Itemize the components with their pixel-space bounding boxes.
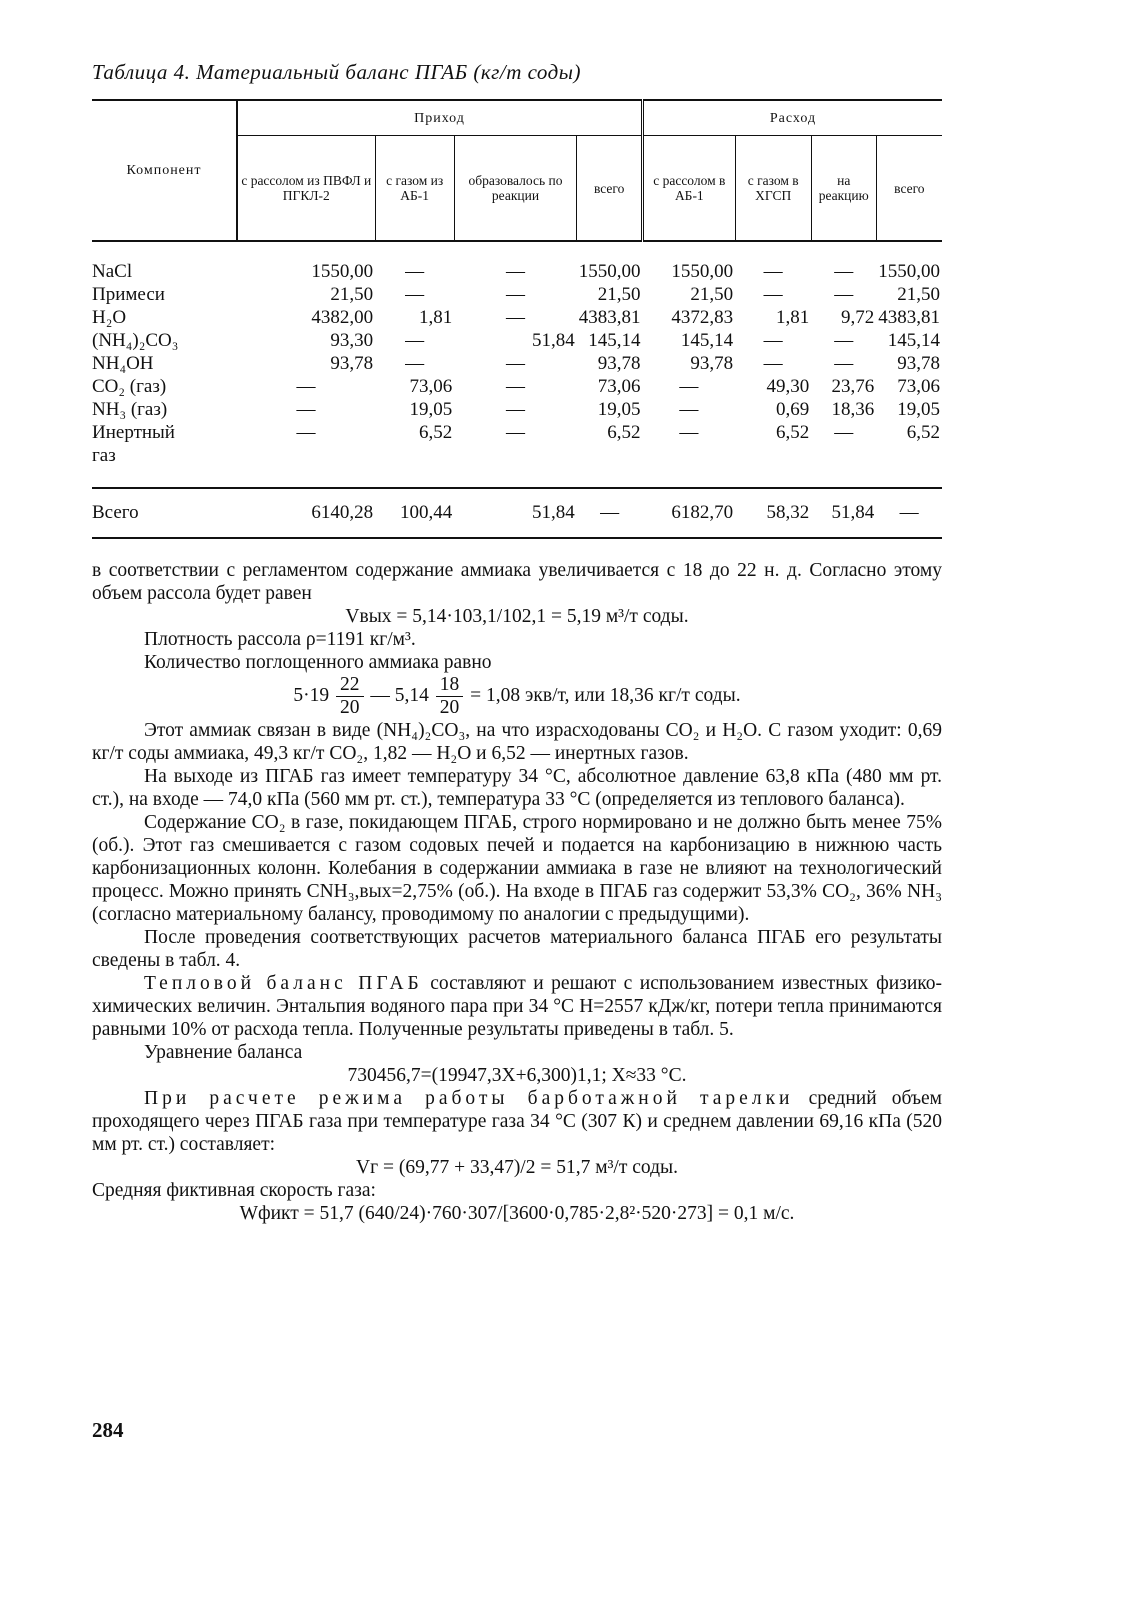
- table-cell: 145,14: [887, 330, 940, 351]
- row-label: Инертный: [92, 422, 175, 443]
- table-row: [92, 306, 942, 329]
- table-cell: 93,78: [897, 353, 940, 374]
- table-cell: [237, 444, 375, 467]
- table-cell: —: [405, 353, 425, 374]
- table-cell: 21,50: [690, 284, 734, 305]
- table-cell: [735, 444, 811, 467]
- table-cell: —: [505, 422, 525, 443]
- paragraph: После проведения соответствующих расчетов материального баланса ПГАБ его результаты сведены в табл. 4.: [92, 927, 942, 971]
- formula-ammonia: [92, 674, 942, 719]
- table-cell: 21,50: [330, 284, 374, 305]
- expense-group-header: Расход: [643, 100, 942, 136]
- paragraph: Уравнение баланса: [144, 1042, 303, 1063]
- table-cell: 0,69: [775, 399, 810, 420]
- page-content: [92, 60, 942, 1225]
- table-cell: —: [876, 488, 942, 538]
- formula-balance: 730456,7=(19947,3X+6,300)1,1; X≈33 °С.: [347, 1065, 687, 1086]
- table-cell: 145,14: [680, 330, 734, 351]
- numerator: 18: [436, 674, 464, 697]
- formula-wfict: Wфикт = 51,7 (640/24)·760·307/[3600·0,785·2,8²·520·273] = 0,1 м/с.: [239, 1203, 795, 1224]
- col-header: с рассолом в АБ-1: [643, 136, 736, 242]
- table-cell: [577, 444, 643, 467]
- table-cell: [454, 444, 577, 467]
- table-cell: 93,78: [330, 353, 374, 374]
- table-cell: —: [577, 488, 643, 538]
- table-cell: —: [763, 284, 783, 305]
- table-cell: —: [679, 422, 699, 443]
- income-group-header: Приход: [237, 100, 643, 136]
- table-row: [92, 329, 942, 352]
- table-cell: —: [834, 330, 854, 351]
- component-header: Компонент: [126, 163, 202, 178]
- table-cell: 73,06: [897, 376, 940, 397]
- table-cell: 6140,28: [237, 488, 375, 538]
- paragraph: [92, 972, 942, 1041]
- table-cell: —: [834, 353, 854, 374]
- table-cell: [375, 444, 454, 467]
- table-cell: —: [505, 399, 525, 420]
- row-label: газ: [92, 445, 116, 466]
- paragraph: Средняя фиктивная скорость газа:: [92, 1180, 376, 1201]
- table-cell: [811, 444, 876, 467]
- table-cell: —: [505, 284, 525, 305]
- table-cell: 6,52: [775, 422, 810, 443]
- fraction: [436, 674, 464, 719]
- table-cell: 4372,83: [671, 307, 734, 328]
- table-cell: —: [296, 376, 316, 397]
- table-cell: —: [834, 284, 854, 305]
- table-cell: —: [679, 376, 699, 397]
- table-cell: —: [296, 422, 316, 443]
- table-cell: 18,36: [831, 399, 875, 420]
- table-cell: —: [505, 376, 525, 397]
- table-cell: 51,84: [454, 488, 577, 538]
- table-cell: 4383,81: [878, 307, 940, 328]
- table-cell: —: [834, 422, 854, 443]
- table-cell: 93,30: [330, 330, 374, 351]
- table-cell: —: [505, 307, 525, 328]
- table-cell: —: [763, 353, 783, 374]
- formula-part: 5·19: [293, 684, 330, 706]
- formula-part: = 1,08 экв/т, или 18,36 кг/т соды.: [470, 684, 741, 706]
- table-cell: 1550,00: [578, 261, 641, 282]
- paragraph: Содержание CO₂ в газе, покидающем ПГАБ, строго нормировано и не должно быть менее 75% (об.). Этот газ смешивается с газом содовых печей и подается на карбонизацию в нижнюю часть карбонизационных колонн. Колебания в содержании аммиака в газе не влияют на технологический процесс. Можно принять CNH₃,вых=2,75% (об.). На входе в ПГАБ газ содержит 53,3% CO₂, 36% NH₃ (согласно материальному балансу, проводимому по аналогии с предыдущими).: [92, 812, 942, 925]
- paragraph: Количество поглощенного аммиака равно: [144, 652, 492, 673]
- row-label: CO₂ (газ): [92, 376, 167, 397]
- table-cell: 6182,70: [643, 488, 736, 538]
- page-number: 284: [92, 1418, 124, 1442]
- paragraph: в соответствии с регламентом содержание аммиака увеличивается с 18 до 22 н. д. Согласно этому объем рассола будет равен: [92, 560, 942, 604]
- table-cell: 58,32: [735, 488, 811, 538]
- table-cell: —: [834, 261, 854, 282]
- col-header: с рассолом из ПВФЛ и ПГКЛ-2: [237, 136, 375, 242]
- table-cell: 21,50: [597, 284, 641, 305]
- table-cell: 9,72: [840, 307, 875, 328]
- col-header: с газом в ХГСП: [735, 136, 811, 242]
- table-cell: 93,78: [597, 353, 641, 374]
- table-cell: —: [296, 399, 316, 420]
- table-cell: 21,50: [897, 284, 940, 305]
- formula-vout: Vвых = 5,14·103,1/102,1 = 5,19 м³/т соды.: [345, 606, 689, 627]
- row-label: NH₃ (газ): [92, 399, 168, 420]
- table-cell: 145,14: [588, 330, 641, 351]
- table-cell: 19,05: [597, 399, 641, 420]
- table-cell: 73,06: [409, 376, 453, 397]
- table-cell: —: [763, 330, 783, 351]
- numerator: 22: [336, 674, 364, 697]
- row-label: Всего: [92, 488, 237, 538]
- table-row: [92, 398, 942, 421]
- paragraph: [92, 1087, 942, 1156]
- table-cell: 1550,00: [311, 261, 374, 282]
- table-cell: 100,44: [375, 488, 454, 538]
- col-header: образовалось по реакции: [454, 136, 577, 242]
- col-header: на реакцию: [811, 136, 876, 242]
- table-cell: 1550,00: [671, 261, 734, 282]
- col-header: всего: [876, 136, 942, 242]
- table-cell: 4383,81: [578, 307, 641, 328]
- paragraph-rest: средний объем проходящего через ПГАБ газа при температуре газа 34 °С (307 К) и среднем давлении 69,16 кПа (520 мм рт. ст.) составляет:: [92, 1088, 943, 1155]
- table-cell: —: [405, 261, 425, 282]
- table-row: [92, 444, 942, 467]
- material-balance-table: [92, 99, 942, 539]
- paragraph: Плотность рассола ρ=1191 кг/м³.: [144, 629, 416, 650]
- table-row: [92, 260, 942, 283]
- body-text: [92, 559, 942, 1225]
- table-cell: 6,52: [418, 422, 453, 443]
- table-cell: 19,05: [897, 399, 940, 420]
- formula-part: — 5,14: [370, 684, 429, 706]
- denominator: 20: [439, 697, 460, 718]
- table-cell: 1550,00: [878, 261, 940, 282]
- row-label: H₂O: [92, 307, 127, 328]
- table-cell: 51,84: [532, 330, 575, 351]
- fraction: [336, 674, 364, 719]
- table-row: [92, 352, 942, 375]
- table-cell: —: [679, 399, 699, 420]
- col-header: с газом из АБ-1: [375, 136, 454, 242]
- table-cell: —: [405, 284, 425, 305]
- table-cell: 4382,00: [311, 307, 374, 328]
- paragraph: Этот аммиак связан в виде (NH₄)₂CO₃, на что израсходованы CO₂ и H₂O. С газом уходит: 0,69 кг/т соды аммиака, 49,3 кг/т CO₂, 1,82 — H₂O и 6,52 — инертных газов.: [92, 720, 942, 764]
- table-cell: —: [505, 261, 525, 282]
- table-cell: 93,78: [690, 353, 734, 374]
- table-cell: 6,52: [607, 422, 641, 443]
- table-cell: 51,84: [811, 488, 876, 538]
- row-label: (NH₄)₂CO₃: [92, 330, 179, 351]
- table-cell: 6,52: [906, 422, 940, 443]
- table-cell: 73,06: [597, 376, 641, 397]
- formula-vg: Vг = (69,77 + 33,47)/2 = 51,7 м³/т соды.: [356, 1157, 678, 1178]
- table-cell: 19,05: [409, 399, 453, 420]
- table-cell: —: [505, 353, 525, 374]
- table-cell: —: [405, 330, 425, 351]
- table-cell: 23,76: [831, 376, 875, 397]
- table-cell: 1,81: [775, 307, 810, 328]
- denominator: 20: [340, 697, 360, 718]
- table-cell: —: [763, 261, 783, 282]
- table-body: [92, 241, 942, 538]
- spaced-term: При расчете режима работы барботажной тарелки: [144, 1088, 794, 1109]
- row-label: NaCl: [92, 261, 133, 282]
- table-total-row: [92, 488, 942, 538]
- table-caption: Таблица 4. Материальный баланс ПГАБ (кг/т соды): [92, 60, 581, 84]
- table-cell: [876, 444, 942, 467]
- table-cell: 1,81: [418, 307, 453, 328]
- table-row: [92, 375, 942, 398]
- row-label: Примеси: [92, 284, 165, 305]
- row-label: NH₄OH: [92, 353, 154, 374]
- paragraph: На выходе из ПГАБ газ имеет температуру 34 °С, абсолютное давление 63,8 кПа (480 мм рт. ст.), на входе — 74,0 кПа (560 мм рт. ст.), температура 33 °С (определяется из теплового баланса).: [92, 766, 942, 810]
- spaced-term: Тепловой баланс ПГАБ: [144, 973, 423, 994]
- paragraph-rest: составляют и решают с использованием известных физико-химических величин. Энтальпия водяного пара при 34 °С H=2557 кДж/кг, потери тепла принимаются равными 10% от расхода тепла. Полученные результаты приведены в табл. 5.: [92, 973, 943, 1040]
- table-row: [92, 283, 942, 306]
- table-cell: [643, 444, 736, 467]
- col-header: всего: [577, 136, 643, 242]
- table-cell: 49,30: [766, 376, 810, 397]
- table-row: [92, 421, 942, 444]
